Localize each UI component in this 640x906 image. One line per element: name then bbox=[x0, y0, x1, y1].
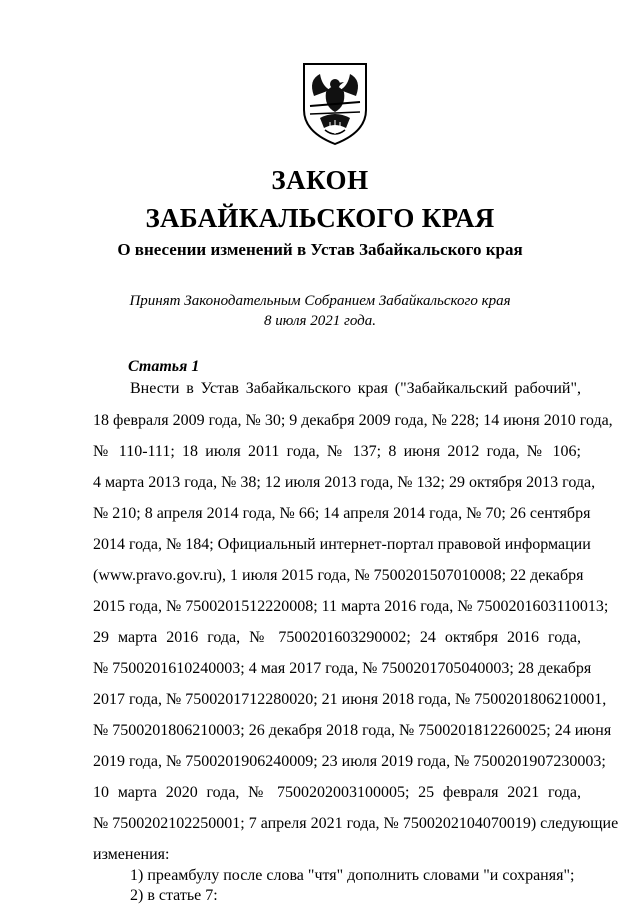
paragraph-line: № 7500202102250001; 7 апреля 2021 года, № 7500202104070019) следующие bbox=[93, 815, 619, 832]
list-item: 1) преамбулу после слова "чтя" дополнить словами "и сохраняя"; bbox=[130, 867, 575, 884]
paragraph-line: № 7500201610240003; 4 мая 2017 года, № 7500201705040003; 28 декабря bbox=[93, 660, 592, 677]
coat-of-arms-eagle-icon bbox=[300, 62, 370, 146]
list-item: 2) в статье 7: bbox=[130, 887, 218, 904]
paragraph-line: (www.pravo.gov.ru), 1 июля 2015 года, № 7500201507010008; 22 декабря bbox=[93, 567, 584, 584]
paragraph-line: № 7500201806210003; 26 декабря 2018 года, № 7500201812260025; 24 июня bbox=[93, 722, 612, 739]
paragraph-line: 2019 года, № 7500201906240009; 23 июля 2019 года, № 7500201907230003; bbox=[93, 753, 606, 770]
paragraph-line: 10 марта 2020 года, № 7500202003100005; 25 февраля 2021 года, bbox=[93, 784, 581, 801]
paragraph-line: Внести в Устав Забайкальского края ("Забайкальский рабочий", bbox=[130, 380, 581, 397]
document-region-title: ЗАБАЙКАЛЬСКОГО КРАЯ bbox=[145, 203, 495, 233]
paragraph-line: 29 марта 2016 года, № 7500201603290002; 24 октября 2016 года, bbox=[93, 629, 581, 646]
paragraph-line: 4 марта 2013 года, № 38; 12 июля 2013 года, № 132; 29 октября 2013 года, bbox=[93, 474, 596, 491]
paragraph-line: изменения: bbox=[93, 846, 170, 863]
document-title: ЗАКОН bbox=[271, 165, 369, 195]
paragraph-line: 2014 года, № 184; Официальный интернет-портал правовой информации bbox=[93, 536, 591, 553]
paragraph-line: № 210; 8 апреля 2014 года, № 66; 14 апреля 2014 года, № 70; 26 сентября bbox=[93, 505, 591, 522]
adoption-date: 8 июля 2021 года. bbox=[264, 313, 376, 329]
paragraph-line: 2015 года, № 7500201512220008; 11 марта 2016 года, № 7500201603110013; bbox=[93, 598, 609, 615]
adoption-body: Принят Законодательным Собранием Забайкальского края bbox=[129, 293, 511, 309]
document-subtitle: О внесении изменений в Устав Забайкальского края bbox=[117, 240, 523, 259]
paragraph-line: № 110-111; 18 июля 2011 года, № 137; 8 июня 2012 года, № 106; bbox=[93, 443, 581, 460]
adoption-note bbox=[0, 291, 640, 331]
paragraph-line: 18 февраля 2009 года, № 30; 9 декабря 2009 года, № 228; 14 июня 2010 года, bbox=[93, 412, 613, 429]
paragraph-line: 2017 года, № 7500201712280020; 21 июня 2018 года, № 7500201806210001, bbox=[93, 691, 607, 708]
article-heading: Статья 1 bbox=[128, 358, 200, 375]
